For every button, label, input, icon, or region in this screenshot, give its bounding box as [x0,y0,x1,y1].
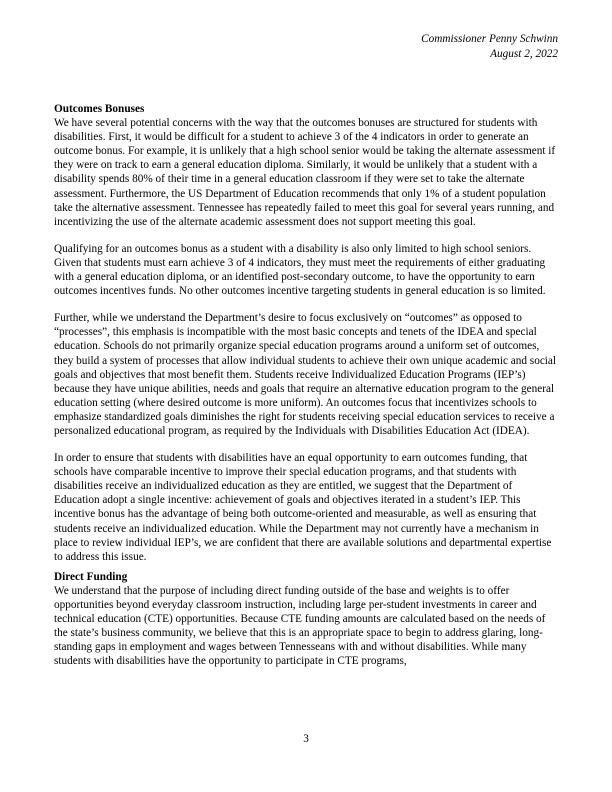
paragraph: We have several potential concerns with the way that the outcomes bonuses are structured for students with disabilities. First, it would be difficult for a student to achieve 3 of the 4 indicators in order to generate an outcome bonus. For example, it is unlikely that a high school senior would be taking the alternate assessment if they were on track to earn a general education diploma. Similarly, it would be unlikely that a student with a disability spends 80% of their time in a general education classroom if they were set to take the alternate assessment. Furthermore, the US Department of Education recommends that only 1% of a student population take the alternative assessment. Tennessee has repeatedly failed to meet this goal for several years running, and incentivizing the use of the alternate academic assessment does not support meeting this goal. [54,117,556,228]
letter-date: August 2, 2022 [490,48,558,60]
paragraph: Qualifying for an outcomes bonus as a student with a disability is also only limited to high school seniors. Given that students must earn achieve 3 of 4 indicators, they must meet the requirements of either graduating with a general education diploma, or an identified post-secondary outcome, to have the opportunity to earn outcomes incentives funds. No other outcomes incentive targeting students in general education is so limited. [54,242,546,298]
header-spacer [54,62,558,102]
paragraph: In order to ensure that students with disabilities have an equal opportunity to earn outcomes funding, that schools have comparable incentive to improve their special education programs, and that students with disabilities receive an individualized education as they are entitled, we suggest that the Department of Education adopt a single incentive: achievement of goals and objectives iterated in a student’s IEP. This incentive bonus has the advantage of being both outcome-oriented and measurable, as well as ensuring that students receive an individualized education. While the Department may not currently have a mechanism in place to review individual IEP’s, we are confident that there are available solutions and departmental expertise to address this issue. [54,452,552,563]
section-heading: Direct Funding [54,570,128,583]
paragraph: Further, while we understand the Department’s desire to focus exclusively on “outcomes” as opposed to “processes”, this emphasis is incompatible with the most basic concepts and tenets of the IDEA and special education. Schools do not primarily organize special education programs around a uniform set of outcomes, they build a system of processes that allow individual students to achieve their own unique academic and social goals and objectives that most benefit them. Students receive Individualized Education Programs (IEP’s) because they have unique abilities, needs and goals that require an alternative education program to the general education setting (where desired outcome is more uniform). An outcomes focus that incentivizes schools to emphasize standardized goals diminishes the right for students receiving special education services to receive a personalized educational program, as required by the Individuals with Disabilities Education Act (IDEA). [54,312,557,437]
section-heading: Outcomes Bonuses [54,103,145,115]
section-direct-funding [54,570,558,669]
paragraph: We understand that the purpose of including direct funding outside of the base and weights is to offer opportunities beyond everyday classroom instruction, including large per-student investments in career and technical education (CTE) opportunities. Because CTE funding amounts are calculated based on the needs of the state’s business community, we believe that this is an appropriate space to begin to address glaring, long-standing gaps in employment and wages between Tennesseans with and without disabilities. While many students with disabilities have the opportunity to participate in CTE programs, [54,584,546,668]
section-outcomes-bonuses [54,102,558,564]
recipient-name: Commissioner Penny Schwinn [421,33,558,45]
page-number: 3 [303,733,309,745]
letter-header [54,32,558,62]
